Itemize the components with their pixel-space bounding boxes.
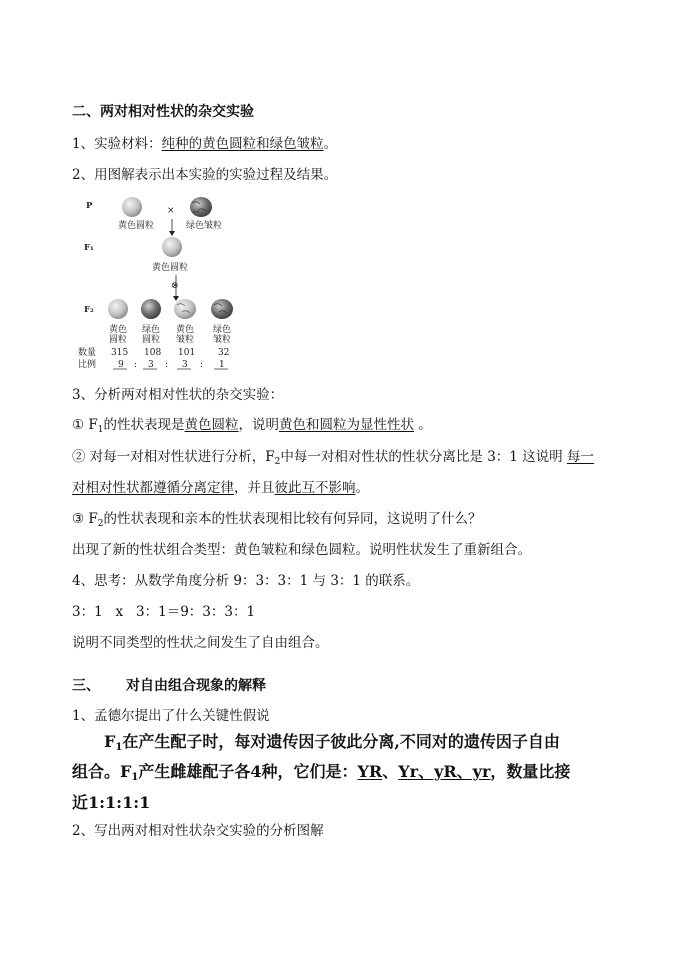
q1-mid: 的性状表现是 (103, 417, 185, 433)
h1-text: 在产生配子时，每对遗传因子彼此分离,不同对的遗传因子自由 (122, 732, 560, 751)
item4: 4、思考：从数学角度分析 9：3：3：1 与 3：1 的联系。 (72, 573, 420, 589)
q2-line2-mid: ，并且 (234, 480, 275, 496)
ratio-1: 9 (118, 360, 124, 370)
count-label: 数量 (78, 348, 97, 358)
f2-col4-b: 皱粒 (213, 335, 232, 345)
f2-pea-2 (141, 299, 161, 319)
gametes-rest: Yr、yR、yr (398, 762, 491, 781)
item2: 2、用图解表示出本实验的实验过程及结果。 (72, 167, 338, 183)
item1-end: 。 (323, 136, 338, 152)
cross-symbol: × (167, 206, 175, 216)
q3-sub: 2 (97, 519, 104, 529)
q1-end: 。 (414, 417, 432, 433)
h2-b: 产生雌雄配子各4种，它们是： (138, 762, 358, 781)
self-symbol: ⊗ (171, 281, 179, 291)
q2-line2-end: 。 (355, 480, 369, 496)
h1-prefix: F (104, 732, 116, 751)
f2-col1-a: 黄色 (109, 325, 128, 335)
f2-col2-a: 绿色 (142, 325, 161, 335)
ratio-3: 3 (182, 360, 188, 370)
question3-answer: 出现了新的性状组合类型：黄色皱粒和绿色圆粒。说明性状发生了重新组合。 (72, 542, 531, 558)
ratio-label: 比例 (78, 360, 97, 370)
h2-c: ，数量比接 (490, 762, 571, 781)
parent2-pea (190, 197, 212, 217)
parent1-label: 黄色圆粒 (118, 221, 155, 231)
ratio-colon-3: : (200, 360, 204, 370)
section3-item2: 2、写出两对相对性状杂交实验的分析图解 (72, 823, 324, 839)
f2-col3-b: 皱粒 (176, 335, 195, 345)
f2-col4-a: 绿色 (213, 325, 232, 335)
section2-heading: 二、两对相对性状的杂交实验 (72, 104, 254, 120)
cross-diagram (76, 195, 246, 375)
parent1-pea (122, 197, 142, 217)
f2-col3-a: 黄色 (176, 325, 195, 335)
item1-value: 纯种的黄色圆粒和绿色皱粒 (161, 136, 324, 152)
q2-prefix: ② 对每一对相对性状进行分析，F (72, 449, 275, 465)
f2-pea-1 (108, 299, 128, 319)
conclusion: 说明不同类型的性状之间发生了自由组合。 (72, 635, 329, 651)
q2-answer2: 彼此互不影响 (274, 480, 356, 496)
f2-pea-4 (211, 299, 233, 319)
q1-sub: 1 (97, 425, 104, 435)
h2-sep: 、 (382, 762, 399, 781)
f2-col1-b: 圆粒 (109, 335, 128, 345)
q3-text: 的性状表现和亲本的性状表现相比较有何异同，这说明了什么？ (103, 511, 482, 527)
hypothesis-line1 (104, 731, 560, 753)
count-4: 32 (218, 348, 230, 358)
h2-sub: 1 (131, 772, 139, 783)
f1-pea (162, 237, 182, 257)
q2-mid: 中每一对相对性状的性状分离比是 3：1 这说明 (280, 449, 567, 465)
section3-heading-num: 三、 (72, 678, 100, 694)
q1-answer1: 黄色圆粒 (184, 417, 239, 433)
q1-mid2: ，说明 (238, 417, 279, 433)
ratio-2: 3 (148, 360, 154, 370)
parent2-label: 绿色皱粒 (186, 221, 223, 231)
item1-prefix: 1、实验材料： (72, 136, 162, 152)
section3-heading-text: 对自由组合现象的解释 (126, 678, 266, 694)
question2-line2 (72, 479, 369, 497)
question1 (72, 416, 432, 434)
q2-answer1-cont: 对相对性状都遵循分离定律 (72, 480, 234, 496)
q1-answer2: 黄色和圆粒为显性性状 (279, 417, 414, 433)
f2-label: F₂ (84, 305, 94, 315)
hypothesis-line3: 近1:1:1:1 (72, 793, 151, 812)
count-2: 108 (144, 348, 162, 358)
ratio-colon-2: : (165, 360, 169, 370)
count-3: 101 (178, 348, 196, 358)
ratio-colon-1: : (134, 360, 138, 370)
q3-prefix: ③ F (72, 511, 98, 527)
hypothesis-line2 (72, 761, 570, 783)
h2-a: 组合。F (72, 762, 132, 781)
f1-phenotype: 黄色圆粒 (152, 263, 189, 273)
ratio-4: 1 (219, 360, 225, 370)
p-label: P (86, 201, 93, 211)
question2-line1 (72, 448, 594, 466)
f2-pea-3 (174, 299, 196, 319)
q2-sub: 2 (274, 457, 281, 467)
q2-answer1: 每一 (566, 449, 594, 465)
question3 (72, 510, 482, 528)
f1-label: F₁ (84, 243, 94, 253)
count-1: 315 (111, 348, 129, 358)
item3: 3、分析两对相对性状的杂交实验： (72, 387, 284, 403)
f2-col2-b: 圆粒 (142, 335, 161, 345)
h1-sub: 1 (115, 742, 123, 753)
section3-heading (72, 677, 266, 695)
gamete-yr-1: YR (357, 762, 383, 781)
formula: 3：1 x 3：1＝9：3：3：1 (72, 604, 256, 620)
q1-prefix: ① F (72, 417, 98, 433)
section3-item1: 1、孟德尔提出了什么关键性假说 (72, 708, 270, 724)
item1 (72, 135, 337, 153)
